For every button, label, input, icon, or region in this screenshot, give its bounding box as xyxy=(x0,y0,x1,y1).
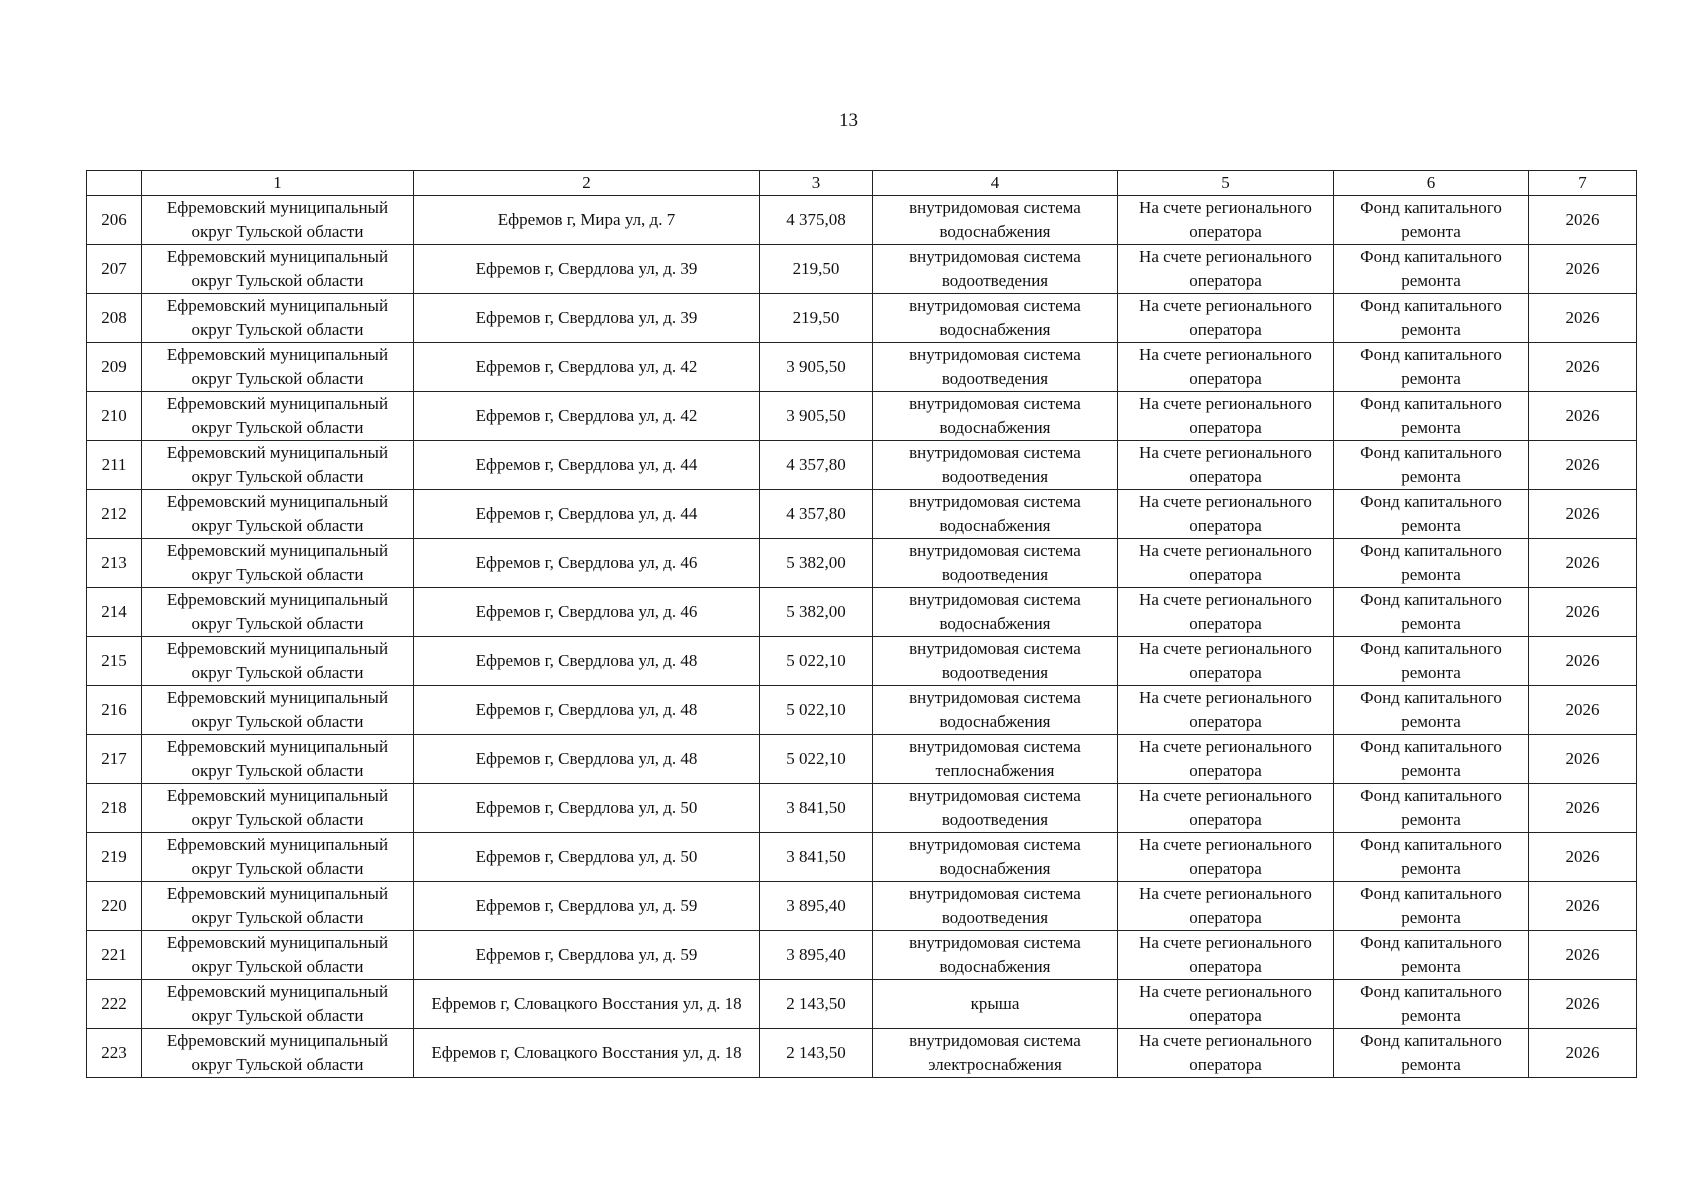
address-cell: Ефремов г, Свердлова ул, д. 50 xyxy=(414,784,760,833)
row-number-cell: 222 xyxy=(87,980,142,1029)
fund-cell: Фонд капитального ремонта xyxy=(1334,686,1529,735)
fund-cell: Фонд капитального ремонта xyxy=(1334,588,1529,637)
fund-cell: Фонд капитального ремонта xyxy=(1334,637,1529,686)
municipality-cell: Ефремовский муниципальный округ Тульской области xyxy=(142,490,414,539)
account-cell: На счете регионального оператора xyxy=(1118,735,1334,784)
year-cell: 2026 xyxy=(1529,196,1637,245)
row-number-cell: 217 xyxy=(87,735,142,784)
address-cell: Ефремов г, Свердлова ул, д. 59 xyxy=(414,882,760,931)
municipality-cell: Ефремовский муниципальный округ Тульской области xyxy=(142,686,414,735)
table-row xyxy=(87,686,1637,735)
row-number-cell: 214 xyxy=(87,588,142,637)
fund-cell: Фонд капитального ремонта xyxy=(1334,1029,1529,1078)
cost-cell: 219,50 xyxy=(760,245,873,294)
cost-cell: 5 382,00 xyxy=(760,588,873,637)
year-cell: 2026 xyxy=(1529,637,1637,686)
address-cell: Ефремов г, Свердлова ул, д. 50 xyxy=(414,833,760,882)
fund-cell: Фонд капитального ремонта xyxy=(1334,343,1529,392)
cost-cell: 3 841,50 xyxy=(760,833,873,882)
cost-cell: 5 022,10 xyxy=(760,686,873,735)
work-type-cell: внутридомовая система водоснабжения xyxy=(873,588,1118,637)
cost-cell: 3 895,40 xyxy=(760,931,873,980)
year-cell: 2026 xyxy=(1529,980,1637,1029)
cost-cell: 5 382,00 xyxy=(760,539,873,588)
municipality-cell: Ефремовский муниципальный округ Тульской области xyxy=(142,588,414,637)
account-cell: На счете регионального оператора xyxy=(1118,490,1334,539)
header-row xyxy=(87,171,1637,196)
municipality-cell: Ефремовский муниципальный округ Тульской области xyxy=(142,931,414,980)
table-row xyxy=(87,882,1637,931)
work-type-cell: внутридомовая система водоснабжения xyxy=(873,686,1118,735)
account-cell: На счете регионального оператора xyxy=(1118,882,1334,931)
row-number-cell: 221 xyxy=(87,931,142,980)
work-type-cell: внутридомовая система водоотведения xyxy=(873,441,1118,490)
address-cell: Ефремов г, Свердлова ул, д. 48 xyxy=(414,637,760,686)
account-cell: На счете регионального оператора xyxy=(1118,784,1334,833)
work-type-cell: внутридомовая система водоснабжения xyxy=(873,931,1118,980)
account-cell: На счете регионального оператора xyxy=(1118,539,1334,588)
cost-cell: 4 375,08 xyxy=(760,196,873,245)
municipality-cell: Ефремовский муниципальный округ Тульской области xyxy=(142,980,414,1029)
table-row xyxy=(87,490,1637,539)
table-row xyxy=(87,833,1637,882)
year-cell: 2026 xyxy=(1529,735,1637,784)
municipality-cell: Ефремовский муниципальный округ Тульской области xyxy=(142,637,414,686)
fund-cell: Фонд капитального ремонта xyxy=(1334,441,1529,490)
account-cell: На счете регионального оператора xyxy=(1118,196,1334,245)
year-cell: 2026 xyxy=(1529,588,1637,637)
row-number-cell: 207 xyxy=(87,245,142,294)
account-cell: На счете регионального оператора xyxy=(1118,833,1334,882)
municipality-cell: Ефремовский муниципальный округ Тульской области xyxy=(142,833,414,882)
fund-cell: Фонд капитального ремонта xyxy=(1334,294,1529,343)
municipality-cell: Ефремовский муниципальный округ Тульской области xyxy=(142,343,414,392)
table-row xyxy=(87,931,1637,980)
address-cell: Ефремов г, Свердлова ул, д. 44 xyxy=(414,441,760,490)
header-cell-3: 3 xyxy=(760,171,873,196)
header-cell-1: 1 xyxy=(142,171,414,196)
table-row xyxy=(87,539,1637,588)
work-type-cell: внутридомовая система водоснабжения xyxy=(873,490,1118,539)
fund-cell: Фонд капитального ремонта xyxy=(1334,245,1529,294)
table-row xyxy=(87,784,1637,833)
work-type-cell: внутридомовая система водоснабжения xyxy=(873,833,1118,882)
municipality-cell: Ефремовский муниципальный округ Тульской области xyxy=(142,392,414,441)
cost-cell: 3 895,40 xyxy=(760,882,873,931)
account-cell: На счете регионального оператора xyxy=(1118,294,1334,343)
work-type-cell: крыша xyxy=(873,980,1118,1029)
year-cell: 2026 xyxy=(1529,392,1637,441)
year-cell: 2026 xyxy=(1529,539,1637,588)
row-number-cell: 206 xyxy=(87,196,142,245)
work-type-cell: внутридомовая система водоснабжения xyxy=(873,392,1118,441)
header-cell-2: 2 xyxy=(414,171,760,196)
address-cell: Ефремов г, Свердлова ул, д. 48 xyxy=(414,735,760,784)
row-number-cell: 223 xyxy=(87,1029,142,1078)
address-cell: Ефремов г, Свердлова ул, д. 39 xyxy=(414,245,760,294)
cost-cell: 4 357,80 xyxy=(760,490,873,539)
address-cell: Ефремов г, Словацкого Восстания ул, д. 18 xyxy=(414,1029,760,1078)
account-cell: На счете регионального оператора xyxy=(1118,588,1334,637)
year-cell: 2026 xyxy=(1529,882,1637,931)
table-row xyxy=(87,343,1637,392)
work-type-cell: внутридомовая система водоотведения xyxy=(873,784,1118,833)
address-cell: Ефремов г, Свердлова ул, д. 46 xyxy=(414,539,760,588)
cost-cell: 5 022,10 xyxy=(760,735,873,784)
table-row xyxy=(87,588,1637,637)
capital-repair-table xyxy=(86,170,1637,1078)
year-cell: 2026 xyxy=(1529,1029,1637,1078)
cost-cell: 5 022,10 xyxy=(760,637,873,686)
address-cell: Ефремов г, Свердлова ул, д. 44 xyxy=(414,490,760,539)
municipality-cell: Ефремовский муниципальный округ Тульской области xyxy=(142,539,414,588)
cost-cell: 4 357,80 xyxy=(760,441,873,490)
row-number-cell: 210 xyxy=(87,392,142,441)
municipality-cell: Ефремовский муниципальный округ Тульской области xyxy=(142,784,414,833)
work-type-cell: внутридомовая система водоотведения xyxy=(873,637,1118,686)
year-cell: 2026 xyxy=(1529,441,1637,490)
year-cell: 2026 xyxy=(1529,490,1637,539)
fund-cell: Фонд капитального ремонта xyxy=(1334,784,1529,833)
table-row xyxy=(87,980,1637,1029)
work-type-cell: внутридомовая система водоотведения xyxy=(873,343,1118,392)
header-cell-row-number xyxy=(87,171,142,196)
table-row xyxy=(87,637,1637,686)
row-number-cell: 212 xyxy=(87,490,142,539)
address-cell: Ефремов г, Словацкого Восстания ул, д. 18 xyxy=(414,980,760,1029)
table-row xyxy=(87,441,1637,490)
year-cell: 2026 xyxy=(1529,343,1637,392)
account-cell: На счете регионального оператора xyxy=(1118,931,1334,980)
row-number-cell: 220 xyxy=(87,882,142,931)
fund-cell: Фонд капитального ремонта xyxy=(1334,196,1529,245)
year-cell: 2026 xyxy=(1529,833,1637,882)
fund-cell: Фонд капитального ремонта xyxy=(1334,882,1529,931)
row-number-cell: 216 xyxy=(87,686,142,735)
municipality-cell: Ефремовский муниципальный округ Тульской области xyxy=(142,196,414,245)
table-row xyxy=(87,1029,1637,1078)
work-type-cell: внутридомовая система водоотведения xyxy=(873,539,1118,588)
year-cell: 2026 xyxy=(1529,931,1637,980)
cost-cell: 2 143,50 xyxy=(760,1029,873,1078)
account-cell: На счете регионального оператора xyxy=(1118,980,1334,1029)
municipality-cell: Ефремовский муниципальный округ Тульской области xyxy=(142,441,414,490)
fund-cell: Фонд капитального ремонта xyxy=(1334,980,1529,1029)
work-type-cell: внутридомовая система теплоснабжения xyxy=(873,735,1118,784)
row-number-cell: 218 xyxy=(87,784,142,833)
cost-cell: 3 905,50 xyxy=(760,392,873,441)
work-type-cell: внутридомовая система водоснабжения xyxy=(873,196,1118,245)
account-cell: На счете регионального оператора xyxy=(1118,441,1334,490)
address-cell: Ефремов г, Свердлова ул, д. 42 xyxy=(414,343,760,392)
work-type-cell: внутридомовая система электроснабжения xyxy=(873,1029,1118,1078)
address-cell: Ефремов г, Свердлова ул, д. 42 xyxy=(414,392,760,441)
year-cell: 2026 xyxy=(1529,245,1637,294)
row-number-cell: 208 xyxy=(87,294,142,343)
fund-cell: Фонд капитального ремонта xyxy=(1334,931,1529,980)
account-cell: На счете регионального оператора xyxy=(1118,245,1334,294)
row-number-cell: 215 xyxy=(87,637,142,686)
cost-cell: 219,50 xyxy=(760,294,873,343)
account-cell: На счете регионального оператора xyxy=(1118,686,1334,735)
year-cell: 2026 xyxy=(1529,686,1637,735)
row-number-cell: 219 xyxy=(87,833,142,882)
table-row xyxy=(87,196,1637,245)
account-cell: На счете регионального оператора xyxy=(1118,392,1334,441)
page-number: 13 xyxy=(839,110,858,131)
address-cell: Ефремов г, Свердлова ул, д. 59 xyxy=(414,931,760,980)
row-number-cell: 209 xyxy=(87,343,142,392)
row-number-cell: 213 xyxy=(87,539,142,588)
municipality-cell: Ефремовский муниципальный округ Тульской области xyxy=(142,882,414,931)
fund-cell: Фонд капитального ремонта xyxy=(1334,392,1529,441)
cost-cell: 3 905,50 xyxy=(760,343,873,392)
address-cell: Ефремов г, Свердлова ул, д. 39 xyxy=(414,294,760,343)
work-type-cell: внутридомовая система водоснабжения xyxy=(873,294,1118,343)
header-cell-4: 4 xyxy=(873,171,1118,196)
address-cell: Ефремов г, Свердлова ул, д. 46 xyxy=(414,588,760,637)
table-row xyxy=(87,294,1637,343)
fund-cell: Фонд капитального ремонта xyxy=(1334,539,1529,588)
work-type-cell: внутридомовая система водоотведения xyxy=(873,245,1118,294)
municipality-cell: Ефремовский муниципальный округ Тульской области xyxy=(142,735,414,784)
address-cell: Ефремов г, Свердлова ул, д. 48 xyxy=(414,686,760,735)
account-cell: На счете регионального оператора xyxy=(1118,343,1334,392)
municipality-cell: Ефремовский муниципальный округ Тульской области xyxy=(142,294,414,343)
year-cell: 2026 xyxy=(1529,784,1637,833)
table-body xyxy=(87,196,1637,1078)
header-cell-5: 5 xyxy=(1118,171,1334,196)
fund-cell: Фонд капитального ремонта xyxy=(1334,735,1529,784)
table-header xyxy=(87,171,1637,196)
table-row xyxy=(87,392,1637,441)
fund-cell: Фонд капитального ремонта xyxy=(1334,833,1529,882)
cost-cell: 3 841,50 xyxy=(760,784,873,833)
cost-cell: 2 143,50 xyxy=(760,980,873,1029)
work-type-cell: внутридомовая система водоотведения xyxy=(873,882,1118,931)
municipality-cell: Ефремовский муниципальный округ Тульской области xyxy=(142,1029,414,1078)
row-number-cell: 211 xyxy=(87,441,142,490)
header-cell-7: 7 xyxy=(1529,171,1637,196)
address-cell: Ефремов г, Мира ул, д. 7 xyxy=(414,196,760,245)
municipality-cell: Ефремовский муниципальный округ Тульской области xyxy=(142,245,414,294)
account-cell: На счете регионального оператора xyxy=(1118,1029,1334,1078)
fund-cell: Фонд капитального ремонта xyxy=(1334,490,1529,539)
year-cell: 2026 xyxy=(1529,294,1637,343)
table-row xyxy=(87,735,1637,784)
header-cell-6: 6 xyxy=(1334,171,1529,196)
table-row xyxy=(87,245,1637,294)
account-cell: На счете регионального оператора xyxy=(1118,637,1334,686)
